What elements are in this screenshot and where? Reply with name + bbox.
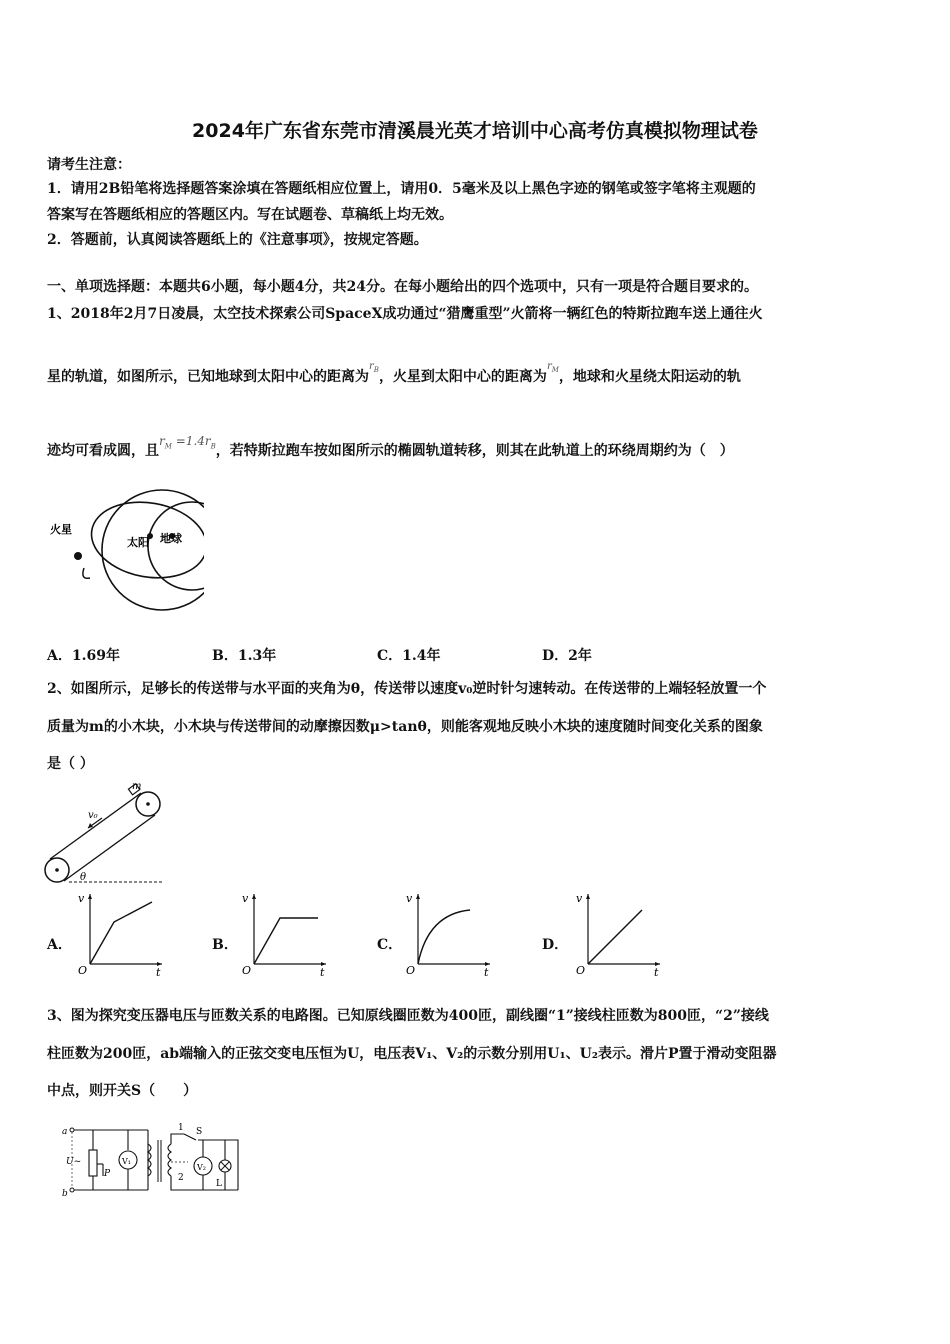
graph-label-a[interactable]: A．	[47, 937, 72, 953]
q1-line-1: 1、2018年2月7日凌晨，太空技术探索公司SpaceX成功通过“猎鹰重型”火箭将一辆红色的特斯拉跑车送上通往火	[47, 306, 763, 322]
mars-arrow	[83, 568, 90, 578]
mars-dot	[74, 552, 82, 560]
graph-a-curve	[90, 902, 152, 964]
terminal-b: b	[62, 1189, 68, 1199]
earth-orbit	[148, 502, 204, 590]
v2-label: V₂	[197, 1163, 206, 1172]
q1-line-3	[47, 434, 734, 460]
lamp-label: L	[216, 1179, 222, 1189]
circuit-figure	[58, 1118, 242, 1202]
q1-line-2b: ，火星到太阳中心的距离为	[378, 369, 547, 385]
q2-line-3: 是（ ）	[47, 756, 94, 772]
graph-d-o: O	[576, 964, 586, 976]
section-heading: 一、单项选择题：本题共6小题，每小题4分，共24分。在每小题给出的四个选项中，只有一项是符合题目要求的。	[47, 279, 758, 295]
graph-d-v: v	[576, 892, 583, 905]
q2-line-1: 2、如图所示，足够长的传送带与水平面的夹角为θ，传送带以速度v₀逆时针匀速转动。在传送带的上端轻轻放置一个	[47, 681, 767, 697]
m-label: m	[132, 781, 142, 792]
belt-top	[50, 793, 141, 859]
graph-a-v: v	[78, 892, 85, 905]
terminal-a: a	[62, 1127, 68, 1137]
graph-a-o: O	[78, 964, 88, 976]
rM-symbol: rM	[546, 361, 559, 374]
graph-d-curve	[588, 910, 642, 964]
q1-option-b[interactable]: B．1.3年	[212, 648, 277, 664]
graph-c-o: O	[406, 964, 416, 976]
graph-a-t: t	[156, 966, 161, 976]
graph-b-o: O	[242, 964, 252, 976]
notice-line-1: 1．请用2B铅笔将选择题答案涂填在答题纸相应位置上，请用0．5毫米及以上黑色字迹的钢笔或签字笔将主观题的	[47, 181, 756, 197]
orbit-figure	[44, 488, 204, 616]
graph-d-t: t	[654, 966, 659, 976]
q1-line-3a: 迹均可看成圆，且	[47, 443, 159, 459]
slider-p: P	[104, 1169, 111, 1179]
conveyor-figure	[42, 780, 166, 886]
graph-a[interactable]	[76, 888, 166, 976]
graph-b-curve	[254, 918, 318, 964]
v0-label: v₀	[88, 810, 98, 821]
earth-label: 地球	[160, 532, 182, 545]
q2-line-2: 质量为m的小木块，小木块与传送带间的动摩擦因数μ>tanθ，则能客观地反映小木块的速度随时间变化关系的图象	[47, 719, 763, 735]
belt-bottom	[64, 815, 155, 881]
secondary-coil	[168, 1144, 171, 1176]
graph-label-b[interactable]: B．	[212, 937, 238, 953]
graph-label-d[interactable]: D．	[542, 937, 569, 953]
q1-line-2c: ，地球和火星绕太阳运动的轨	[558, 369, 741, 385]
rheostat	[89, 1150, 97, 1176]
q1-option-c[interactable]: C．1.4年	[377, 648, 441, 664]
page-title: 2024年广东省东莞市清溪晨光英才培训中心高考仿真模拟物理试卷	[192, 120, 758, 142]
terminal-1: 1	[178, 1123, 184, 1133]
v1-label: V₁	[122, 1157, 131, 1166]
ratio-formula: $r_M =1.4r_B$	[159, 434, 216, 451]
notice-heading: 请考生注意：	[47, 157, 131, 173]
q3-line-2: 柱匝数为200匝，ab端输入的正弦交变电压恒为U，电压表V₁、V₂的示数分别用U₁、U₂表示。滑片P置于滑动变阻器	[47, 1046, 777, 1062]
q1-line-2a: 星的轨道，如图所示，已知地球到太阳中心的距离为	[47, 369, 369, 385]
graph-c[interactable]	[404, 888, 494, 976]
rB-symbol: rB	[369, 361, 379, 374]
mars-orbit	[102, 490, 204, 610]
notice-line-3: 2．答题前，认真阅读答题纸上的《注意事项》，按规定答题。	[47, 232, 428, 248]
graph-d[interactable]	[574, 888, 664, 976]
q3-line-3: 中点，则开关S（ ）	[47, 1083, 198, 1099]
terminal-2: 2	[178, 1173, 184, 1183]
graph-b-t: t	[320, 966, 325, 976]
graph-b[interactable]	[240, 888, 330, 976]
switch-s	[184, 1134, 196, 1140]
switch-label: S	[196, 1127, 203, 1137]
graph-label-c[interactable]: C．	[377, 937, 403, 953]
q1-line-2	[47, 361, 741, 386]
q1-line-3b: ，若特斯拉跑车按如图所示的椭圆轨道转移，则其在此轨道上的环绕周期约为（ ）	[215, 443, 734, 459]
sun-label: 太阳	[127, 536, 149, 549]
graph-c-v: v	[406, 892, 413, 905]
graph-b-v: v	[242, 892, 249, 905]
input-voltage: U~	[66, 1157, 82, 1167]
theta-label: θ	[80, 872, 87, 883]
graph-c-t: t	[484, 966, 489, 976]
q1-option-a[interactable]: A．1.69年	[47, 648, 120, 664]
q3-line-1: 3、图为探究变压器电压与匝数关系的电路图。已知原线圈匝数为400匝，副线圈“1”接线柱匝数为800匝，“2”接线	[47, 1008, 769, 1024]
mars-label: 火星	[50, 523, 72, 536]
graph-c-curve	[418, 910, 470, 964]
q1-option-d[interactable]: D．2年	[542, 648, 592, 664]
notice-line-2: 答案写在答题纸相应的答题区内。写在试题卷、草稿纸上均无效。	[47, 207, 453, 223]
